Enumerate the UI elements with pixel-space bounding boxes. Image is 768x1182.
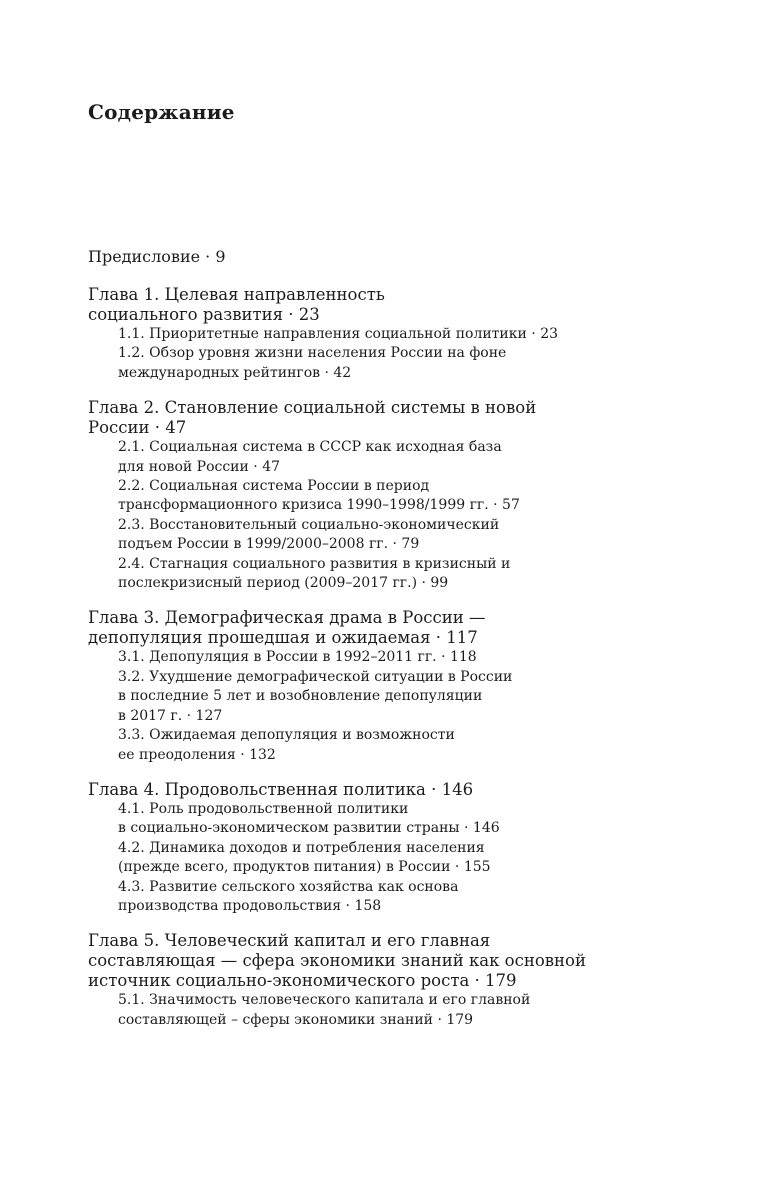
chapter-title-line: источник социально-экономического роста · 179 — [88, 971, 517, 991]
chapter-title-line: Глава 2. Становление социальной системы в новой — [88, 398, 537, 418]
section-line: для новой России · 47 — [118, 458, 281, 475]
toc-chapter-1 — [88, 285, 708, 383]
section-line: 2.4. Стагнация социального развития в кризисный и — [118, 555, 511, 572]
toc-chapter-5 — [88, 931, 708, 1030]
section-line: подъем России в 1999/2000–2008 гг. · 79 — [118, 536, 420, 553]
section-line: послекризисный период (2009–2017 гг.) · 99 — [118, 575, 449, 592]
section-line: 4.1. Роль продовольственной политики — [118, 800, 409, 817]
chapter-title-line: Глава 3. Демографическая драма в России — — [88, 608, 486, 628]
section-line: в социально-экономическом развитии страны · 146 — [118, 820, 500, 837]
section-line: 1.1. Приоритетные направления социальной политики · 23 — [118, 326, 559, 342]
section-line: 2.3. Восстановительный социально-экономический — [118, 516, 500, 533]
chapter-title-line: Глава 1. Целевая направленность — [88, 285, 385, 304]
table-of-contents — [88, 246, 708, 1030]
section-line: ее преодоления · 132 — [118, 746, 276, 763]
chapter-title-line: составляющая — сфера экономики знаний как основной — [88, 951, 586, 971]
toc-chapter-2 — [88, 398, 708, 593]
section-line: 3.3. Ожидаемая депопуляция и возможности — [118, 727, 455, 744]
section-line: в последние 5 лет и возобновление депопуляции — [118, 688, 483, 705]
section-line: в 2017 г. · 127 — [118, 707, 223, 724]
section-line: 5.1. Значимость человеческого капитала и его главной — [118, 992, 531, 1009]
toc-chapter-3 — [88, 608, 708, 764]
page-title: Содержание — [88, 100, 235, 124]
chapter-title-line: России · 47 — [88, 418, 187, 438]
chapter-title-line: Глава 5. Человеческий капитал и его главная — [88, 931, 491, 951]
section-line: составляющей – сферы экономики знаний · 179 — [118, 1011, 474, 1028]
chapter-title-line: депопуляция прошедшая и ожидаемая · 117 — [88, 628, 478, 648]
section-line: (прежде всего, продуктов питания) в России · 155 — [118, 859, 491, 876]
section-line: 4.3. Развитие сельского хозяйства как основа — [118, 878, 459, 895]
toc-chapter-4 — [88, 780, 708, 916]
section-line: 4.2. Динамика доходов и потребления населения — [118, 839, 485, 856]
section-line: 3.1. Депопуляция в России в 1992–2011 гг. · 118 — [118, 649, 477, 666]
chapter-title-line: социального развития · 23 — [88, 305, 320, 324]
section-line: 2.1. Социальная система в СССР как исходная база — [118, 439, 502, 456]
chapter-title-line: Глава 4. Продовольственная политика · 146 — [88, 779, 474, 799]
section-line: 2.2. Социальная система России в период — [118, 478, 430, 495]
section-line: производства продовольствия · 158 — [118, 897, 382, 914]
toc-preface: Предисловие · 9 — [88, 247, 226, 266]
section-line: международных рейтингов · 42 — [118, 364, 352, 381]
section-line: 1.2. Обзор уровня жизни населения России на фоне — [118, 345, 507, 362]
section-line: 3.2. Ухудшение демографической ситуации в России — [118, 668, 513, 685]
section-line: трансформационного кризиса 1990–1998/1999 гг. · 57 — [118, 497, 520, 514]
